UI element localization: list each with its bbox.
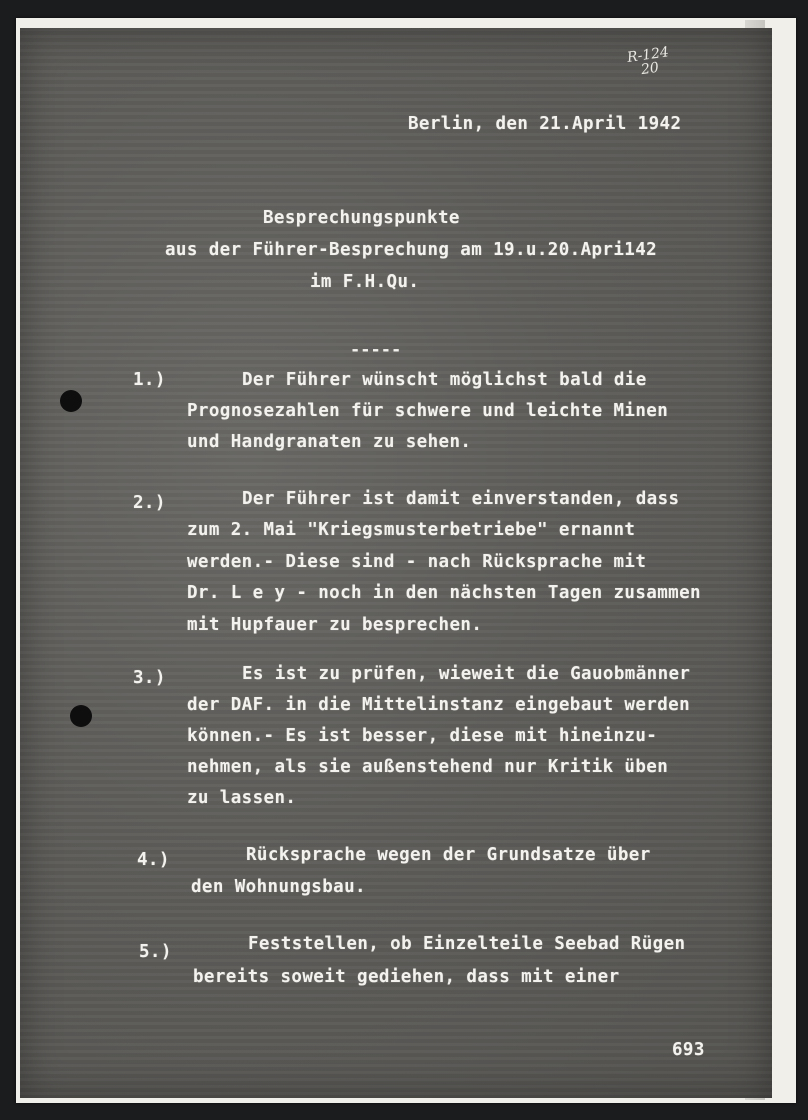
point-line: den Wohnungsbau. <box>191 877 366 897</box>
punch-hole <box>60 390 82 412</box>
point-number: 4.) <box>137 850 170 870</box>
point-line: bereits soweit gediehen, dass mit einer <box>193 967 620 987</box>
handwritten-reference-note <box>626 45 671 79</box>
point-line: Rücksprache wegen der Grundsatze über <box>246 845 651 865</box>
document-location: im F.H.Qu. <box>310 272 420 292</box>
point-number: 3.) <box>133 668 166 688</box>
punch-hole <box>70 705 92 727</box>
point-line: Der Führer wünscht möglichst bald die <box>242 370 647 390</box>
reference-note-text: R-124 20 <box>626 44 670 79</box>
place-date: Berlin, den 21.April 1942 <box>408 114 682 134</box>
point-line: Prognosezahlen für schwere und leichte Minen <box>187 401 669 421</box>
document-title: Besprechungspunkte <box>263 208 460 228</box>
point-number: 2.) <box>133 493 166 513</box>
document-subtitle: aus der Führer-Besprechung am 19.u.20.Apri142 <box>165 240 658 260</box>
point-number: 1.) <box>133 370 166 390</box>
point-line: Feststellen, ob Einzelteile Seebad Rügen <box>248 934 686 954</box>
point-line: nehmen, als sie außenstehend nur Kritik üben <box>187 757 669 777</box>
point-line: können.- Es ist besser, diese mit hineinzu- <box>187 726 658 746</box>
point-line: der DAF. in die Mittelinstanz eingebaut werden <box>187 695 691 715</box>
point-line: werden.- Diese sind - nach Rücksprache mit <box>187 552 647 572</box>
point-line: und Handgranaten zu sehen. <box>187 432 472 452</box>
point-line: Es ist zu prüfen, wieweit die Gauobmänner <box>242 664 691 684</box>
photostat-page <box>20 28 772 1098</box>
point-line: Der Führer ist damit einverstanden, dass <box>242 489 680 509</box>
point-line: zu lassen. <box>187 788 297 808</box>
page-number: 693 <box>672 1040 705 1060</box>
point-line: mit Hupfauer zu besprechen. <box>187 615 483 635</box>
point-number: 5.) <box>139 942 172 962</box>
title-divider: ----- <box>350 340 402 360</box>
point-line: Dr. L e y - noch in den nächsten Tagen zusammen <box>187 583 701 603</box>
point-line: zum 2. Mai "Kriegsmusterbetriebe" ernannt <box>187 520 636 540</box>
